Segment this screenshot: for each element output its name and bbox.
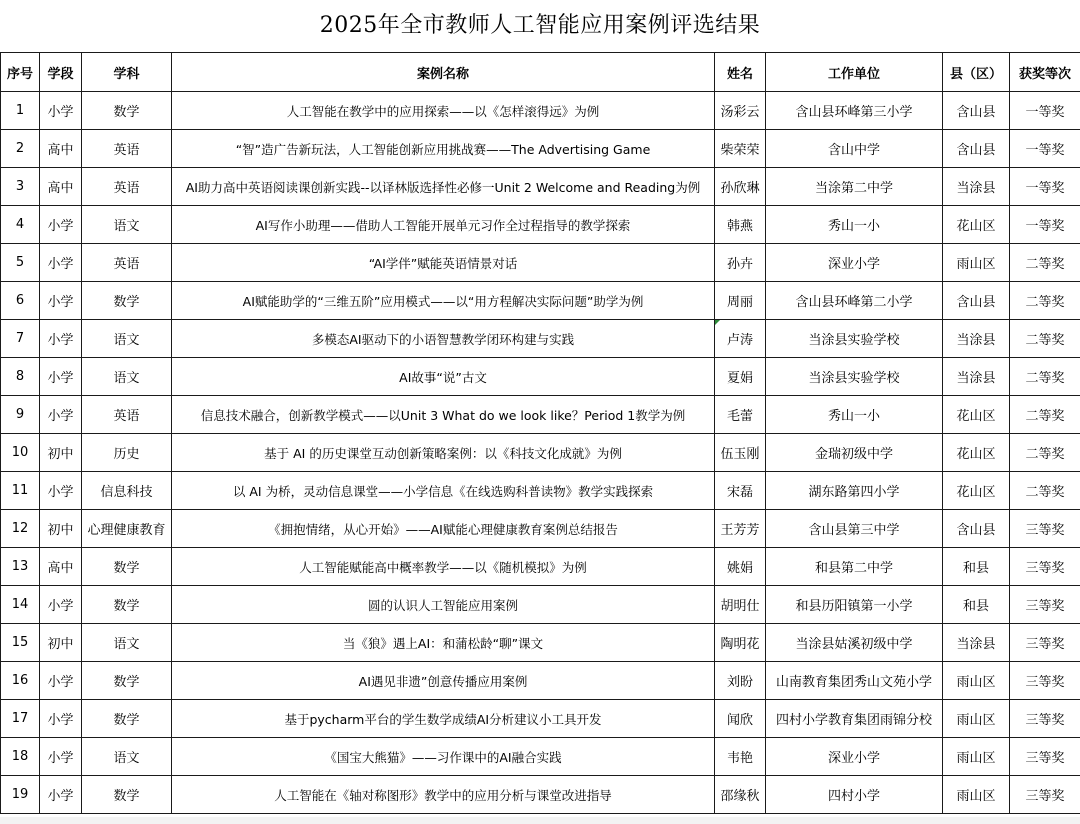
cell-stage[interactable]: 小学 <box>40 662 82 700</box>
table-row <box>1 396 1080 434</box>
table-row <box>1 168 1080 206</box>
cell-county[interactable]: 含山县 <box>943 282 1010 320</box>
cell-award[interactable]: 三等奖 <box>1010 662 1080 700</box>
cell-subject[interactable]: 数学 <box>82 662 172 700</box>
cell-no[interactable]: 7 <box>1 320 40 358</box>
cell-subject[interactable]: 英语 <box>82 130 172 168</box>
cell-name[interactable]: 汤彩云 <box>715 92 766 130</box>
cell-county[interactable]: 雨山区 <box>943 244 1010 282</box>
cell-case[interactable]: 信息技术融合，创新教学模式——以Unit 3 What do we look like？Period 1教学为例 <box>172 396 715 434</box>
cell-name[interactable]: 孙欣琳 <box>715 168 766 206</box>
cell-no[interactable]: 9 <box>1 396 40 434</box>
cell-no[interactable]: 1 <box>1 92 40 130</box>
cell-unit[interactable]: 深业小学 <box>766 738 943 776</box>
cell-award[interactable]: 一等奖 <box>1010 206 1080 244</box>
cell-no[interactable]: 19 <box>1 776 40 814</box>
cell-county[interactable]: 含山县 <box>943 130 1010 168</box>
cell-county[interactable]: 雨山区 <box>943 738 1010 776</box>
cell-stage[interactable]: 高中 <box>40 548 82 586</box>
cell-subject[interactable]: 英语 <box>82 244 172 282</box>
table-row <box>1 358 1080 396</box>
header-stage[interactable]: 学段 <box>40 53 82 92</box>
cell-subject[interactable]: 语文 <box>82 738 172 776</box>
cell-no[interactable]: 10 <box>1 434 40 472</box>
cell-case[interactable]: 人工智能在《轴对称图形》教学中的应用分析与课堂改进指导 <box>172 776 715 814</box>
cell-unit[interactable]: 深业小学 <box>766 244 943 282</box>
cell-no[interactable]: 11 <box>1 472 40 510</box>
cell-subject[interactable]: 数学 <box>82 548 172 586</box>
cell-county[interactable]: 当涂县 <box>943 168 1010 206</box>
sheet-bottom-edge <box>0 817 1080 824</box>
cell-no[interactable]: 12 <box>1 510 40 548</box>
cell-case[interactable]: 基于 AI 的历史课堂互动创新策略案例：以《科技文化成就》为例 <box>172 434 715 472</box>
cell-stage[interactable]: 小学 <box>40 92 82 130</box>
cell-stage[interactable]: 小学 <box>40 206 82 244</box>
cell-stage[interactable]: 小学 <box>40 358 82 396</box>
table-row <box>1 282 1080 320</box>
cell-subject[interactable]: 信息科技 <box>82 472 172 510</box>
cell-county[interactable]: 当涂县 <box>943 624 1010 662</box>
cell-no[interactable]: 16 <box>1 662 40 700</box>
cell-unit[interactable]: 湖东路第四小学 <box>766 472 943 510</box>
cell-award[interactable]: 三等奖 <box>1010 510 1080 548</box>
header-no[interactable]: 序号 <box>1 53 40 92</box>
cell-unit[interactable]: 金瑞初级中学 <box>766 434 943 472</box>
cell-award[interactable]: 三等奖 <box>1010 586 1080 624</box>
cell-name[interactable]: 韩燕 <box>715 206 766 244</box>
cell-name[interactable]: 胡明仕 <box>715 586 766 624</box>
table-row <box>1 92 1080 130</box>
header-award[interactable]: 获奖等次 <box>1010 53 1080 92</box>
cell-no[interactable]: 15 <box>1 624 40 662</box>
cell-stage[interactable]: 小学 <box>40 586 82 624</box>
cell-subject[interactable]: 语文 <box>82 624 172 662</box>
cell-case[interactable]: AI赋能助学的“三维五阶”应用模式——以“用方程解决实际问题”助学为例 <box>172 282 715 320</box>
table-row <box>1 472 1080 510</box>
cell-award[interactable]: 三等奖 <box>1010 776 1080 814</box>
cell-stage[interactable]: 小学 <box>40 320 82 358</box>
cell-unit[interactable]: 含山县环峰第二小学 <box>766 282 943 320</box>
table-row <box>1 586 1080 624</box>
table-row <box>1 738 1080 776</box>
table-row <box>1 130 1080 168</box>
cell-no[interactable]: 13 <box>1 548 40 586</box>
cell-name[interactable]: 王芳芳 <box>715 510 766 548</box>
cell-name[interactable]: 柴荣荣 <box>715 130 766 168</box>
cell-unit[interactable]: 山南教育集团秀山文苑小学 <box>766 662 943 700</box>
table-header-row <box>1 53 1080 92</box>
cell-award[interactable]: 二等奖 <box>1010 244 1080 282</box>
cell-stage[interactable]: 小学 <box>40 396 82 434</box>
table-row <box>1 510 1080 548</box>
cell-subject[interactable]: 数学 <box>82 700 172 738</box>
results-table <box>0 52 1080 814</box>
header-county[interactable]: 县（区） <box>943 53 1010 92</box>
cell-stage[interactable]: 初中 <box>40 434 82 472</box>
cell-subject[interactable]: 历史 <box>82 434 172 472</box>
cell-unit[interactable]: 和县第二中学 <box>766 548 943 586</box>
cell-subject[interactable]: 数学 <box>82 92 172 130</box>
cell-no[interactable]: 5 <box>1 244 40 282</box>
header-name[interactable]: 姓名 <box>715 53 766 92</box>
cell-stage[interactable]: 初中 <box>40 624 82 662</box>
table-row <box>1 700 1080 738</box>
cell-unit[interactable]: 当涂县实验学校 <box>766 358 943 396</box>
cell-case[interactable]: 《国宝大熊猫》——习作课中的AI融合实践 <box>172 738 715 776</box>
cell-case[interactable]: 圆的认识人工智能应用案例 <box>172 586 715 624</box>
cell-case[interactable]: AI遇见非遗”创意传播应用案例 <box>172 662 715 700</box>
cell-county[interactable]: 当涂县 <box>943 358 1010 396</box>
cell-stage[interactable]: 高中 <box>40 168 82 206</box>
cell-no[interactable]: 3 <box>1 168 40 206</box>
cell-county[interactable]: 和县 <box>943 548 1010 586</box>
cell-name[interactable]: 卢涛 <box>715 320 766 358</box>
cell-subject[interactable]: 语文 <box>82 206 172 244</box>
table-row <box>1 548 1080 586</box>
cell-award[interactable]: 二等奖 <box>1010 282 1080 320</box>
cell-unit[interactable]: 当涂第二中学 <box>766 168 943 206</box>
cell-no[interactable]: 14 <box>1 586 40 624</box>
cell-unit[interactable]: 含山县环峰第三小学 <box>766 92 943 130</box>
cell-award[interactable]: 一等奖 <box>1010 130 1080 168</box>
cell-no[interactable]: 2 <box>1 130 40 168</box>
cell-county[interactable]: 雨山区 <box>943 662 1010 700</box>
cell-unit[interactable]: 含山县第三中学 <box>766 510 943 548</box>
cell-award[interactable]: 三等奖 <box>1010 700 1080 738</box>
cell-subject[interactable]: 数学 <box>82 586 172 624</box>
cell-case[interactable]: 人工智能在教学中的应用探索——以《怎样滚得远》为例 <box>172 92 715 130</box>
cell-case[interactable]: AI助力高中英语阅读课创新实践--以译林版选择性必修一Unit 2 Welcome and Reading为例 <box>172 168 715 206</box>
cell-award[interactable]: 二等奖 <box>1010 320 1080 358</box>
cell-county[interactable]: 花山区 <box>943 396 1010 434</box>
cell-name[interactable]: 陶明花 <box>715 624 766 662</box>
cell-unit[interactable]: 当涂县姑溪初级中学 <box>766 624 943 662</box>
header-case[interactable]: 案例名称 <box>172 53 715 92</box>
cell-no[interactable]: 18 <box>1 738 40 776</box>
cell-award[interactable]: 三等奖 <box>1010 738 1080 776</box>
cell-case[interactable]: “智”造广告新玩法，人工智能创新应用挑战赛——The Advertising Game <box>172 130 715 168</box>
cell-name[interactable]: 姚娟 <box>715 548 766 586</box>
cell-case[interactable]: 基于pycharm平台的学生数学成绩AI分析建议小工具开发 <box>172 700 715 738</box>
cell-name[interactable]: 宋磊 <box>715 472 766 510</box>
page-title: 2025年全市教师人工智能应用案例评选结果 <box>319 13 761 38</box>
cell-no[interactable]: 6 <box>1 282 40 320</box>
cell-stage[interactable]: 小学 <box>40 282 82 320</box>
cell-case[interactable]: 人工智能赋能高中概率教学——以《随机模拟》为例 <box>172 548 715 586</box>
cell-subject[interactable]: 英语 <box>82 168 172 206</box>
cell-unit[interactable]: 和县历阳镇第一小学 <box>766 586 943 624</box>
table-row <box>1 206 1080 244</box>
cell-name[interactable]: 韦艳 <box>715 738 766 776</box>
table-row <box>1 662 1080 700</box>
cell-award[interactable]: 二等奖 <box>1010 396 1080 434</box>
table-row <box>1 244 1080 282</box>
cell-award[interactable]: 三等奖 <box>1010 624 1080 662</box>
cell-subject[interactable]: 语文 <box>82 358 172 396</box>
cell-award[interactable]: 一等奖 <box>1010 92 1080 130</box>
cell-subject[interactable]: 语文 <box>82 320 172 358</box>
table-row <box>1 320 1080 358</box>
cell-county[interactable]: 雨山区 <box>943 700 1010 738</box>
cell-award[interactable]: 三等奖 <box>1010 548 1080 586</box>
cell-name[interactable]: 邵缘秋 <box>715 776 766 814</box>
cell-subject[interactable]: 数学 <box>82 282 172 320</box>
cell-stage[interactable]: 小学 <box>40 472 82 510</box>
table-row <box>1 624 1080 662</box>
cell-unit[interactable]: 含山中学 <box>766 130 943 168</box>
table-row <box>1 776 1080 814</box>
cell-name[interactable]: 夏娟 <box>715 358 766 396</box>
cell-no[interactable]: 4 <box>1 206 40 244</box>
cell-unit[interactable]: 四村小学教育集团雨锦分校 <box>766 700 943 738</box>
cell-name[interactable]: 孙卉 <box>715 244 766 282</box>
cell-stage[interactable]: 小学 <box>40 776 82 814</box>
cell-unit[interactable]: 秀山一小 <box>766 396 943 434</box>
cell-name[interactable]: 毛蕾 <box>715 396 766 434</box>
cell-name[interactable]: 周丽 <box>715 282 766 320</box>
cell-county[interactable]: 雨山区 <box>943 776 1010 814</box>
cell-case[interactable]: “AI学伴”赋能英语情景对话 <box>172 244 715 282</box>
cell-county[interactable]: 含山县 <box>943 510 1010 548</box>
cell-case[interactable]: 以 AI 为桥，灵动信息课堂——小学信息《在线选购科普读物》教学实践探索 <box>172 472 715 510</box>
cell-award[interactable]: 二等奖 <box>1010 434 1080 472</box>
cell-subject[interactable]: 数学 <box>82 776 172 814</box>
header-unit[interactable]: 工作单位 <box>766 53 943 92</box>
cell-name[interactable]: 刘盼 <box>715 662 766 700</box>
cell-no[interactable]: 17 <box>1 700 40 738</box>
cell-no[interactable]: 8 <box>1 358 40 396</box>
cell-county[interactable]: 花山区 <box>943 206 1010 244</box>
cell-subject[interactable]: 英语 <box>82 396 172 434</box>
table-row <box>1 434 1080 472</box>
cell-name[interactable]: 闻欣 <box>715 700 766 738</box>
cell-case[interactable]: 《拥抱情绪，从心开始》——AI赋能心理健康教育案例总结报告 <box>172 510 715 548</box>
cell-case[interactable]: 当《狼》遇上AI：和蒲松龄“聊”课文 <box>172 624 715 662</box>
cell-name[interactable]: 伍玉刚 <box>715 434 766 472</box>
cell-stage[interactable]: 高中 <box>40 130 82 168</box>
cell-case[interactable]: AI故事“说”古文 <box>172 358 715 396</box>
cell-award[interactable]: 一等奖 <box>1010 168 1080 206</box>
cell-award[interactable]: 二等奖 <box>1010 358 1080 396</box>
cell-award[interactable]: 二等奖 <box>1010 472 1080 510</box>
cell-county[interactable]: 当涂县 <box>943 320 1010 358</box>
cell-county[interactable]: 花山区 <box>943 434 1010 472</box>
cell-unit[interactable]: 秀山一小 <box>766 206 943 244</box>
cell-stage[interactable]: 小学 <box>40 244 82 282</box>
cell-case[interactable]: AI写作小助理——借助人工智能开展单元习作全过程指导的教学探索 <box>172 206 715 244</box>
cell-stage[interactable]: 小学 <box>40 700 82 738</box>
cell-stage[interactable]: 小学 <box>40 738 82 776</box>
cell-subject[interactable]: 心理健康教育 <box>82 510 172 548</box>
cell-unit[interactable]: 当涂县实验学校 <box>766 320 943 358</box>
cell-county[interactable]: 花山区 <box>943 472 1010 510</box>
cell-unit[interactable]: 四村小学 <box>766 776 943 814</box>
cell-county[interactable]: 和县 <box>943 586 1010 624</box>
header-subject[interactable]: 学科 <box>82 53 172 92</box>
cell-stage[interactable]: 初中 <box>40 510 82 548</box>
cell-case[interactable]: 多模态AI驱动下的小语智慧教学闭环构建与实践 <box>172 320 715 358</box>
cell-county[interactable]: 含山县 <box>943 92 1010 130</box>
